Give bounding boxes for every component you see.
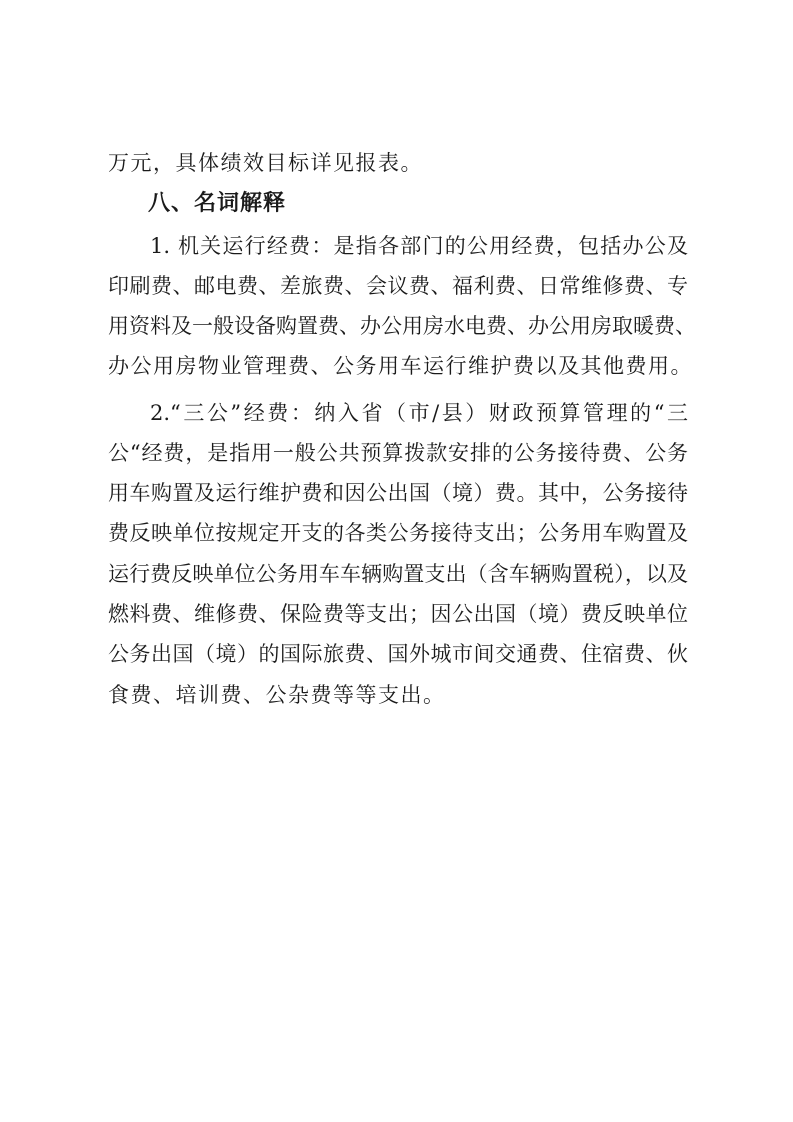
paragraph-1-line-4: 办公用房物业管理费、公务用车运行维护费以及其他费用。	[108, 354, 693, 378]
paragraph-2-line-3: 用车购置及运行维护费和因公出国（境）费。其中，公务接待	[108, 481, 688, 505]
paragraph-1-line-1: 1. 机关运行经费：是指各部门的公用经费，包括办公及	[150, 234, 688, 258]
paragraph-2-line-7: 公务出国（境）的国际旅费、国外城市间交通费、住宿费、伙	[108, 642, 688, 666]
paragraph-1-line-2: 印刷费、邮电费、差旅费、会议费、福利费、日常维修费、专	[108, 274, 688, 298]
paragraph-2-line-8: 食费、培训费、公杂费等等支出。	[108, 683, 446, 707]
paragraph-2-line-4: 费反映单位按规定开支的各类公务接待支出；公务用车购置及	[108, 521, 688, 545]
paragraph-2-line-2: 公“经费，是指用一般公共预算拨款安排的公务接待费、公务	[108, 441, 688, 465]
section-heading: 八、名词解释	[148, 191, 287, 216]
intro-line: 万元，具体绩效目标详见报表。	[108, 151, 423, 175]
paragraph-1-line-3: 用资料及一般设备购置费、办公用房水电费、办公用房取暖费、	[108, 314, 696, 338]
paragraph-2-line-5: 运行费反映单位公务用车车辆购置支出（含车辆购置税），以及	[108, 562, 688, 586]
paragraph-2-line-6: 燃料费、维修费、保险费等支出；因公出国（境）费反映单位	[108, 602, 688, 626]
paragraph-2-line-1: 2.“三公”经费：纳入省（市/县）财政预算管理的“三	[150, 401, 688, 425]
